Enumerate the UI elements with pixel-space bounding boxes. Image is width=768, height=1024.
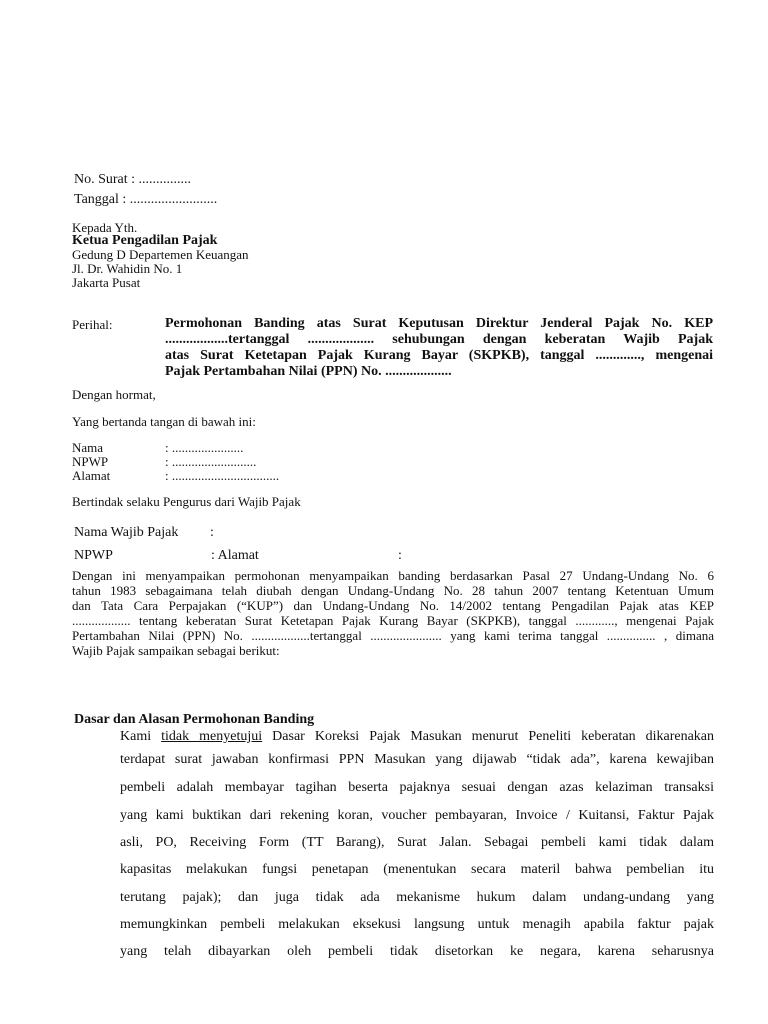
- reason-suffix: Dasar Koreksi Pajak Masukan menurut Peneliti keberatan dikarenakan: [262, 729, 714, 744]
- taxpayer-address-label: : Alamat: [211, 548, 259, 563]
- intro-text: Yang bertanda tangan di bawah ini:: [72, 414, 256, 429]
- signer-address-label: Alamat: [72, 468, 111, 483]
- recipient-greeting: Kepada Yth.: [72, 220, 138, 235]
- reason-line-9: yang telah dibayarkan oleh pembeli tidak disetorkan ke negara, karena seharusnya: [120, 944, 714, 959]
- reason-line-7: terutang pajak); dan juga tidak ada mekanisme hukum dalam undang-undang yang: [120, 890, 714, 905]
- subject-line-3: atas Surat Ketetapan Pajak Kurang Bayar (SKPKB), tanggal ............., mengenai: [165, 348, 713, 363]
- reason-line-3: pembeli adalah membayar tagihan beserta pajaknya sesuai dengan azas kelaziman transaksi: [120, 780, 714, 795]
- subject-line-2: ..................tertanggal ................... sehubungan dengan keberatan Wajib Pajak: [165, 332, 713, 347]
- statement-line-4: .................. tentang keberatan Surat Ketetapan Pajak Kurang Bayar (SKPKB), tanggal ............, mengenai Pajak: [72, 613, 714, 628]
- reason-line-4: yang kami buktikan dari rekening koran, voucher pembayaran, Invoice / Kuitansi, Faktur Pajak: [120, 808, 714, 823]
- statement-line-5: Pertambahan Nilai (PPN) No. ..................tertanggal ...................... yang kami terima tanggal ............... , dimana: [72, 628, 714, 643]
- taxpayer-npwp-label: NPWP: [74, 548, 113, 563]
- subject-label: Perihal:: [72, 317, 113, 332]
- reason-line-1: [120, 729, 714, 745]
- signer-address-value: : .................................: [165, 468, 280, 483]
- reason-line-8: memungkinkan pembeli melakukan eksekusi langsung untuk menagih apabila faktur pajak: [120, 917, 714, 932]
- taxpayer-address-colon: :: [398, 548, 402, 563]
- taxpayer-name-label: Nama Wajib Pajak: [74, 525, 179, 540]
- taxpayer-name-colon: :: [210, 525, 214, 540]
- statement-line-6: Wajib Pajak sampaikan sebagai berikut:: [72, 643, 280, 658]
- letter-number: No. Surat : ...............: [74, 172, 192, 187]
- signer-npwp-label: NPWP: [72, 454, 109, 469]
- signer-npwp-value: : ..........................: [165, 454, 257, 469]
- reason-line-2: terdapat surat jawaban konfirmasi PPN Masukan yang dijawab “tidak ada”, karena kewajiban: [120, 752, 714, 767]
- recipient-address-line3: Jakarta Pusat: [72, 275, 141, 290]
- section-title: Dasar dan Alasan Permohonan Banding: [74, 712, 315, 727]
- reason-line-5: asli, PO, Receiving Form (TT Barang), Surat Jalan. Sebagai pembeli kami tidak dalam: [120, 835, 714, 850]
- capacity-text: Bertindak selaku Pengurus dari Wajib Pajak: [72, 494, 301, 509]
- salutation: Dengan hormat,: [72, 387, 156, 402]
- subject-line-4: Pajak Pertambahan Nilai (PPN) No. ...................: [165, 364, 452, 379]
- signer-name-value: : ......................: [165, 440, 244, 455]
- letter-date: Tanggal : .........................: [74, 192, 218, 207]
- reason-line-6: kapasitas melakukan fungsi penetapan (menentukan secara materil bahwa pembelian itu: [120, 862, 714, 877]
- reason-underlined-phrase: tidak menyetujui: [161, 729, 263, 744]
- recipient-name: Ketua Pengadilan Pajak: [72, 233, 218, 248]
- statement-line-1: Dengan ini menyampaikan permohonan menyampaikan banding berdasarkan Pasal 27 Undang-Undang No. 6: [72, 568, 714, 583]
- statement-line-3: dan Tata Cara Perpajakan (“KUP”) dan Undang-Undang No. 14/2002 tentang Pengadilan Pajak atas KEP: [72, 598, 714, 613]
- reason-prefix: Kami: [120, 729, 162, 744]
- statement-line-2: tahun 1983 sebagaimana telah diubah dengan Undang-Undang No. 28 tahun 2007 tentang Ketentuan Umum: [72, 583, 714, 598]
- recipient-address-line1: Gedung D Departemen Keuangan: [72, 247, 249, 262]
- subject-line-1: Permohonan Banding atas Surat Keputusan Direktur Jenderal Pajak No. KEP: [165, 316, 713, 331]
- recipient-address-line2: Jl. Dr. Wahidin No. 1: [72, 261, 183, 276]
- signer-name-label: Nama: [72, 440, 104, 455]
